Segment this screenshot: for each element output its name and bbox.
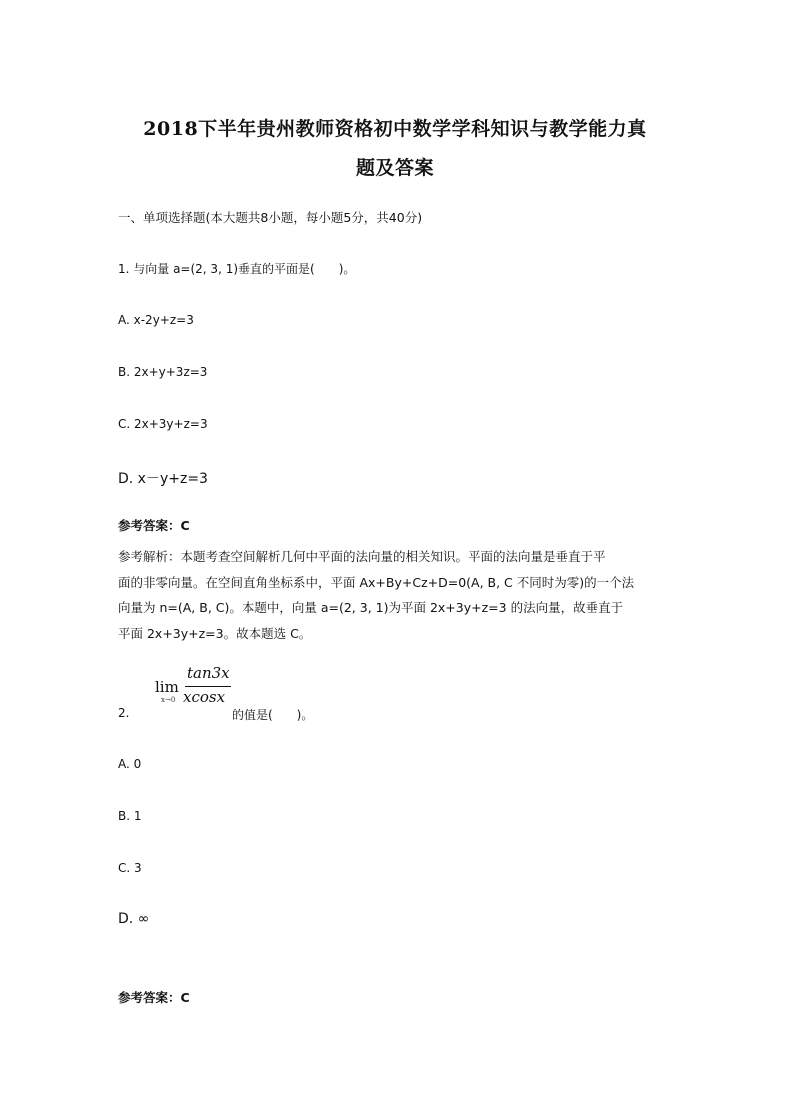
document-title-line-2: 题及答案 [355,157,434,179]
question-2-option-b: B. 1 [118,809,142,823]
analysis-line: 面的非零向量。在空间直角坐标系中，平面 Ax+By+Cz+D=0(A, B, C 不同时为零)的一个法 [118,574,635,590]
section-heading: 一、单项选择题(本大题共8小题，每小题5分，共40分) [118,210,423,225]
question-1-option-c: C. 2x+3y+z=3 [118,417,208,431]
limit-formula [155,664,235,710]
question-2-number: 2. [118,706,130,720]
analysis-line: 参考解析：本题考查空间解析几何中平面的法向量的相关知识。平面的法向量是垂直于平 [118,549,606,564]
question-1-analysis [118,544,678,646]
fraction-numerator: tan3x [187,664,230,682]
analysis-line: 平面 2x+3y+z=3。故本题选 C。 [118,625,312,641]
question-2-option-a: A. 0 [118,757,142,771]
question-1-stem: 1. 与向量 a=(2, 3, 1)垂直的平面是( )。 [118,262,356,276]
question-1-option-a: A. x-2y+z=3 [118,313,194,327]
limit-operator: lim [155,678,179,696]
question-2-answer: 参考答案：C [118,990,190,1005]
limit-subscript: x→0 [161,696,176,704]
document-title-line-1: 2018下半年贵州教师资格初中数学学科知识与教学能力真 [143,118,647,140]
fraction-denominator: xcosx [183,688,226,706]
question-1-option-d: D. x－y+z=3 [118,471,208,487]
question-1-answer: 参考答案：C [118,518,190,533]
question-2-option-d: D. ∞ [118,911,150,927]
fraction-bar [185,686,231,687]
question-2-stem-tail: 的值是( )。 [232,708,314,722]
question-1-option-b: B. 2x+y+3z=3 [118,365,208,379]
analysis-line: 向量为 n=(A, B, C)。本题中，向量 a=(2, 3, 1)为平面 2x+3y+z=3 的法向量，故垂直于 [118,600,624,615]
question-2-option-c: C. 3 [118,861,142,875]
